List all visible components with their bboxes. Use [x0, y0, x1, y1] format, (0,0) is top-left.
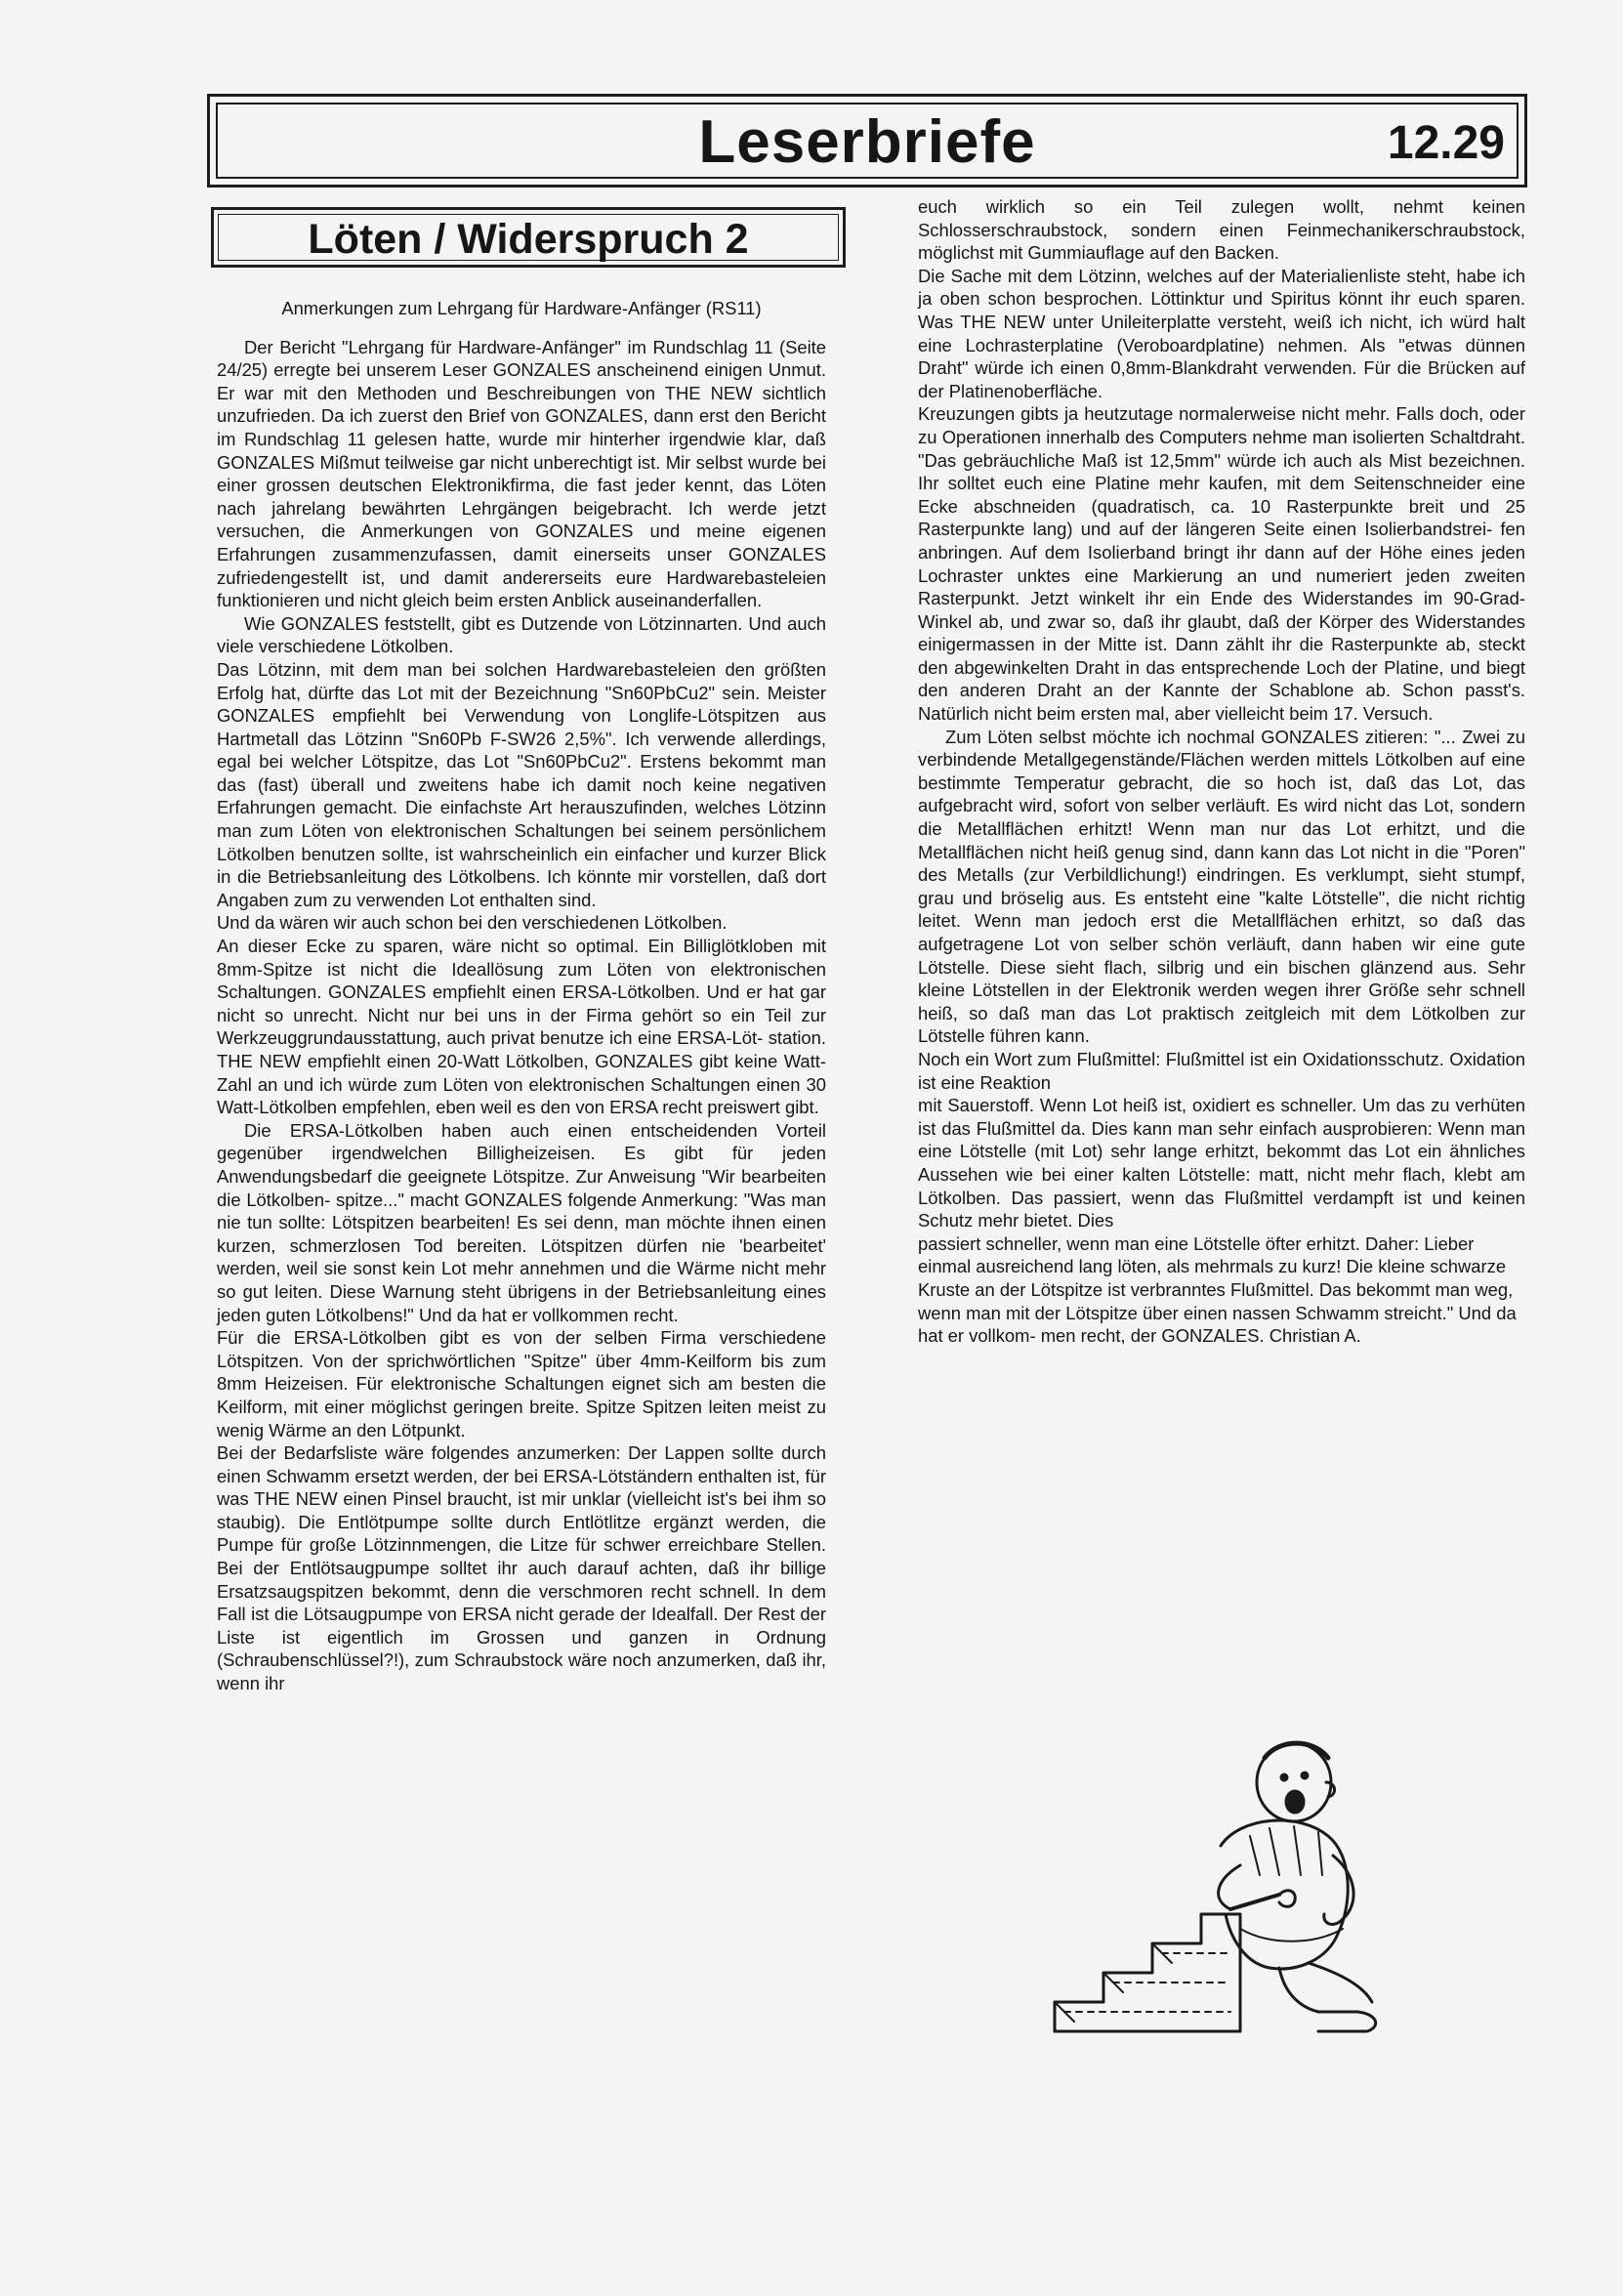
- paragraph: Zum Löten selbst möchte ich nochmal GONZALES zitieren: "... Zwei zu verbindende Metallgegenstände/Flächen werden mittels Lötkolben auf eine bestimmte Temperatur gebracht, die so hoch ist, daß das Lot, das aufgebracht wird, sofort von selber verläuft. Es wird nicht das Lot, sondern die Metallflächen erhitzt! Wenn man nur das Lot erhitzt, und die Metallflächen nicht heiß genug sind, dann kann das Lot nicht in die "Poren" des Metalls (zur Verbildlichung!) eindringen. Es verklumpt, sieht stumpf, grau und bröselig aus. Es entsteht eine "kalte Lötstelle", die nicht richtig leitet. Wenn man jedoch erst die Metallflächen erhitzt, so daß das aufgetragene Lot von selber schön verläuft, dann haben wir eine gute Lötstelle. Diese sieht flach, silbrig und ein bischen glänzend aus. Sehr kleine Lötstellen in der Elektronik werden wegen ihrer Größe sehr schnell heiß, so daß man das Lot praktisch zeitgleich mit dem Lötkolben zur Lötstelle führen kann.: [918, 726, 1525, 1047]
- paragraph: An dieser Ecke zu sparen, wäre nicht so optimal. Ein Billiglötkloben mit 8mm-Spitze ist nicht die Ideallösung zum Löten von elektronischen Schaltungen. GONZALES empfiehlt einen ERSA-Lötkolben. Und er hat gar nicht so unrecht. Nicht nur bei uns in der Firma gehört so ein Teil zur Werkzeuggrundausstattung, auch privat benutze ich eine ERSA-Löt- station. THE NEW empfiehlt einen 20-Watt Lötkolben, GONZALES gibt keine Watt-Zahl an und ich würde zum Löten von elektronischen Schaltungen einen 30 Watt-Lötkolben empfehlen, eben weil es den von ERSA recht preiswert gibt.: [217, 936, 826, 1118]
- paragraph: Die Sache mit dem Lötzinn, welches auf der Materialienliste steht, habe ich ja oben schon besprochen. Löttinktur und Spiritus könnt ihr euch sparen. Was THE NEW unter Unileiterplatte versteht, weiß ich nicht, ich würd halt eine Lochrasterplatine (Veroboardplatine) nehmen. Als "etwas dünnen Draht" würde ich einen 0,8mm-Blankdraht verwenden. Für die Brücken auf der Platinenoberfläche.: [918, 265, 1525, 401]
- section-title: Leserbriefe: [698, 108, 1036, 176]
- paragraph: Der Bericht "Lehrgang für Hardware-Anfänger" im Rundschlag 11 (Seite 24/25) erregte bei unserem Leser GONZALES anscheinend einigen Unmut. Er war mit den Methoden und Beschreibungen von THE NEW sichtlich unzufrieden. Da ich zuerst den Brief von GONZALES, dann erst den Bericht im Rundschlag 11 gelesen hatte, wurde mir hinterher irgendwie klar, daß GONZALES Mißmut teilweise gar nicht unberechtigt ist. Mir selbst wurde bei einer grossen deutschen Elektronikfirma, die fast jeder kennt, das Löten nach jahrelang bewährten Lehrgängen beigebracht. Ich werde jetzt versuchen, die Anmerkungen von GONZALES und meine eigenen Erfahrungen zusammenzufassen, damit einerseits unser GONZALES zufriedengestellt ist, und damit andererseits eure Hardwarebasteleien funktionieren und nicht gleich beim ersten Anblick auseinanderfallen.: [217, 336, 826, 611]
- article-subtitle: Anmerkungen zum Lehrgang für Hardware-Anfänger (RS11): [281, 298, 762, 318]
- paragraph: mit Sauerstoff. Wenn Lot heiß ist, oxidiert es schneller. Um das zu verhüten ist das Flußmittel da. Dies kann man sehr einfach ausprobieren: Wenn man eine Lötstelle (mit Lot) sehr lange erhitzt, bekommt das Lot ein ähnliches Aussehen wie bei einer kalten Lötstelle: matt, nicht mehr flach, klebt am Lötkolben. Das passiert, wenn das Flußmittel verdampft ist und keinen Schutz mehr bietet. Dies: [918, 1095, 1525, 1231]
- left-column: [217, 297, 826, 1695]
- page-number: 12.29: [1387, 117, 1505, 169]
- paragraph: euch wirklich so ein Teil zulegen wollt, nehmt keinen Schlosserschraubstock, sondern einen Feinmechanikerschraubstock, möglichst mit Gummiauflage auf den Backen.: [918, 196, 1525, 264]
- paragraph: Noch ein Wort zum Flußmittel: Flußmittel ist ein Oxidationsschutz. Oxidation ist eine Reaktion: [918, 1048, 1525, 1093]
- paragraph: Und da wären wir auch schon bei den verschiedenen Lötkolben.: [217, 912, 728, 934]
- cartoon-man-carrying-stairs-icon: [1045, 1729, 1416, 2051]
- paragraph-signed: passiert schneller, wenn man eine Lötstelle öfter erhitzt. Daher: Lieber einmal ausreichend lang löten, als mehrmals zu kurz! Die kleine schwarze Kruste an der Lötspitze ist verbranntes Flußmittel. Das bekommt man weg, wenn man mit der Lötspitze über einen nassen Schwamm streicht." Und da hat er vollkom- men recht, der GONZALES. Christian A.: [918, 1232, 1517, 1347]
- paragraph: Wie GONZALES feststellt, gibt es Dutzende von Lötzinnarten. Und auch viele verschiedene Lötkolben.: [217, 612, 826, 657]
- paragraph: Kreuzungen gibts ja heutzutage normalerweise nicht mehr. Falls doch, oder zu Operationen innerhalb des Computers nehme man isolierten Schaltdraht. "Das gebräuchliche Maß ist 12,5mm" würde ich auch als Mist bezeichnen. Ihr solltet euch eine Platine mehr kaufen, mit dem Seitenschneider eine Ecke abschneiden (quadratisch, ca. 10 Rasterpunkte breit und 25 Rasterpunkte lang) und auf der längeren Seite einen Isolierbandstrei- fen anbringen. Auf dem Isolierband bringt ihr dann auf der Höhe eines jeden Lochraster unktes eine Markierung an und numeriert jeden zweiten Rasterpunkt. Jetzt winkelt ihr ein Ende des Widerstandes im 90-Grad-Winkel ab, und zwar so, daß ihr glaubt, daß der Körper des Widerstandes einigermassen in der Mitte ist. Dann zählt ihr die Rasterpunkte ab, steckt den abgewinkelten Draht in das entsprechende Loch der Platine, und biegt den anderen Draht an der Kannte der Schablone ab. Schon passt's. Natürlich nicht beim ersten mal, aber vielleicht beim 17. Versuch.: [918, 403, 1525, 725]
- paragraph: Die ERSA-Lötkolben haben auch einen entscheidenden Vorteil gegenüber irgendwelchen Billigheizeisen. Es gibt für jeden Anwendungsbedarf die geeignete Lötspitze. Zur Anweisung "Wir bearbeiten die Lötkolben- spitze..." macht GONZALES folgende Anmerkung: "Was man nie tun sollte: Lötspitzen bearbeiten! Es sei denn, man möchte ihnen einen kurzen, schmerzlosen Tod bereiten. Lötspitzen dürfen nie 'bearbeitet' werden, weil sie sonst kein Lot mehr annehmen und die Wärme nicht mehr so gut leiten. Diese Warnung steht übrigens in der Betriebsanleitung eines jeden guten Lötkolbens!" Und da hat er vollkommen recht.: [217, 1119, 826, 1325]
- paragraph: Bei der Bedarfsliste wäre folgendes anzumerken: Der Lappen sollte durch einen Schwamm ersetzt werden, der bei ERSA-Lötständern enthalten ist, für was THE NEW einen Pinsel braucht, ist mir unklar (vielleicht ist's bei ihm so staubig). Die Entlötpumpe sollte durch Entlötlitze ergänzt werden, die Pumpe für große Lötzinnmengen, die Litze für schwer erreichbare Stellen. Bei der Entlötsaugpumpe solltet ihr auch darauf achten, daß ihr billige Ersatzsaugspitzen bekommt, denn die verschmoren recht schnell. In dem Fall ist die Lötsaugpumpe von ERSA nicht gerade der Idealfall. Der Rest der Liste ist eigentlich im Grossen und ganzen in Ordnung (Schraubenschlüssel?!), zum Schraubstock wäre noch anzumerken, daß ihr, wenn ihr: [217, 1442, 826, 1694]
- right-column: [918, 195, 1525, 1348]
- section-header: [207, 94, 1527, 188]
- article-title-box: [211, 207, 846, 268]
- article-title: Löten / Widerspruch 2: [308, 216, 749, 263]
- paragraph: Das Lötzinn, mit dem man bei solchen Hardwarebasteleien den größten Erfolg hat, dürfte das Lot mit der Bezeichnung "Sn60PbCu2" sein. Meister GONZALES empfiehlt bei Verwendung von Longlife-Lötspitzen aus Hartmetall das Lötzinn "Sn60Pb F-SW26 2,5%". Ich verwende allerdings, egal bei welcher Lötspitze, das Lot "Sn60PbCu2". Erstens bekommt man das (fast) überall und zweitens habe ich damit noch keine negativen Erfahrungen gemacht. Die einfachste Art herauszufinden, welches Lötzinn man zum Löten von elektronischen Schaltungen bei seinem persönlichem Lötkolben benutzen sollte, ist wahrscheinlich ein einfacher und kurzer Blick in die Betriebsanleitung des Lötkolbens. Ich könnte mir vorstellen, daß dort Angaben zum zu verwenden Lot enthalten sind.: [217, 658, 826, 910]
- paragraph: Für die ERSA-Lötkolben gibt es von der selben Firma verschiedene Lötspitzen. Von der sprichwörtlichen "Spitze" über 4mm-Keilform bis zum 8mm Heizeisen. Für elektronische Schaltungen eignet sich am besten die Keilform, mit einer möglichst geringen breite. Spitze Spitzen leiten meist zu wenig Wärme an den Lötpunkt.: [217, 1327, 826, 1440]
